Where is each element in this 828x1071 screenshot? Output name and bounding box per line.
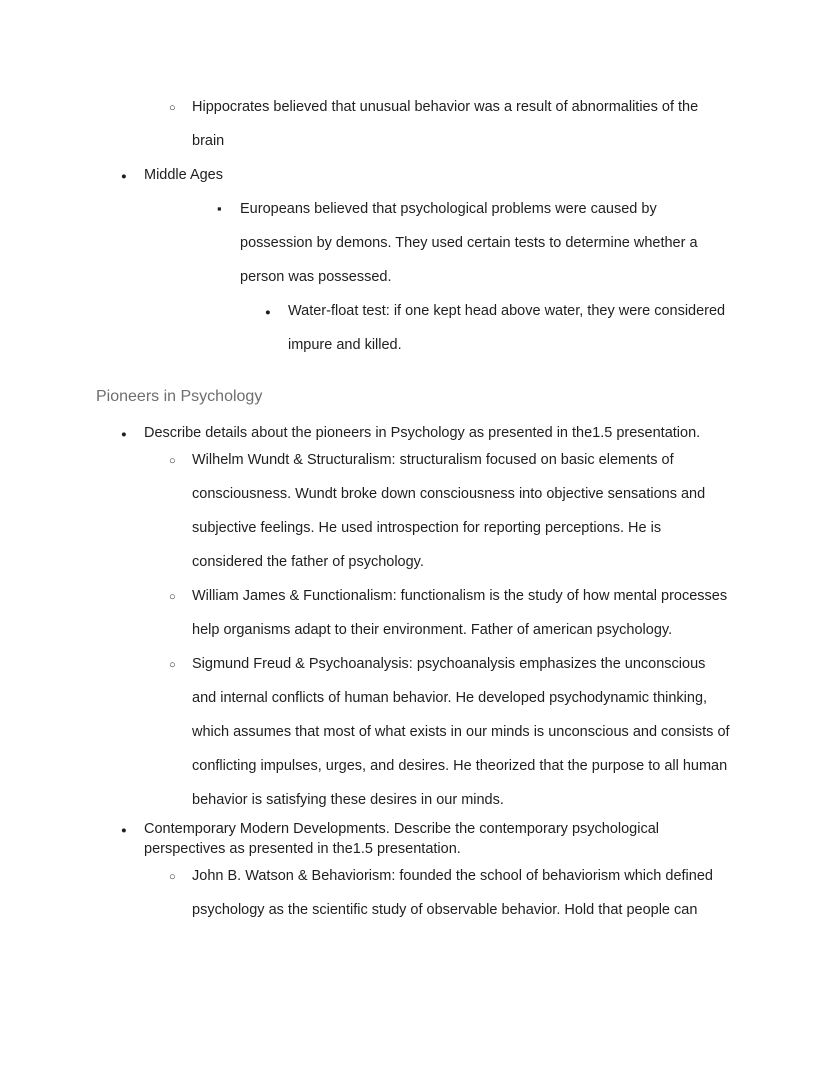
list-item	[96, 819, 731, 859]
list-item	[96, 192, 731, 294]
list-item-text: Describe details about the pioneers in Psychology as presented in the1.5 presentation.	[144, 425, 701, 441]
section-heading: Pioneers in Psychology	[96, 388, 263, 405]
list-item-text: John B. Watson & Behaviorism: founded the school of behaviorism which defined psychology as the scientific study of observable behavior. Hold that people can	[192, 868, 713, 918]
list-item-text: Water-float test: if one kept head above water, they were considered impure and killed.	[288, 303, 726, 353]
list-item	[96, 579, 731, 647]
disc-bullet-icon	[121, 423, 137, 445]
list-item	[96, 294, 731, 362]
circle-bullet-icon	[169, 647, 185, 682]
disc-bullet-icon	[121, 819, 137, 841]
circle-bullet-icon	[169, 90, 185, 125]
disc-bullet-icon	[121, 158, 137, 194]
list-item-text: Middle Ages	[144, 167, 223, 183]
list-item	[96, 443, 731, 579]
square-bullet-icon	[217, 192, 233, 226]
list-item-text: Contemporary Modern Developments. Describe the contemporary psychological perspectives as presented in the1.5 presentation.	[144, 821, 659, 857]
circle-bullet-icon	[169, 579, 185, 614]
circle-bullet-icon	[169, 443, 185, 478]
disc-bullet-icon	[265, 294, 281, 330]
list-item-text: Europeans believed that psychological problems were caused by possession by demons. They used certain tests to determine whether a person was possessed.	[240, 201, 698, 285]
list-item	[96, 859, 731, 927]
list-item-text: William James & Functionalism: functionalism is the study of how mental processes help organisms adapt to their environment. Father of american psychology.	[192, 588, 728, 638]
list-item-text: Hippocrates believed that unusual behavior was a result of abnormalities of the brain	[192, 99, 699, 149]
list-item-text: Wilhelm Wundt & Structuralism: structuralism focused on basic elements of consciousness. Wundt broke down consciousness into objective sensations and subjective feelings. He used introspection for reporting perceptions. He is considered the father of psychology.	[192, 452, 706, 570]
list-item	[96, 90, 731, 158]
list-item-text: Sigmund Freud & Psychoanalysis: psychoanalysis emphasizes the unconscious and internal conflicts of human behavior. He developed psychodynamic thinking, which assumes that most of what exists in our minds is unconscious and consists of conflicting impulses, urges, and desires. He theorized that the purpose to all human behavior is satisfying these desires in our minds.	[192, 656, 730, 808]
circle-bullet-icon	[169, 859, 185, 894]
list-item	[96, 423, 731, 443]
list-item	[96, 647, 731, 817]
list-item	[96, 158, 731, 192]
